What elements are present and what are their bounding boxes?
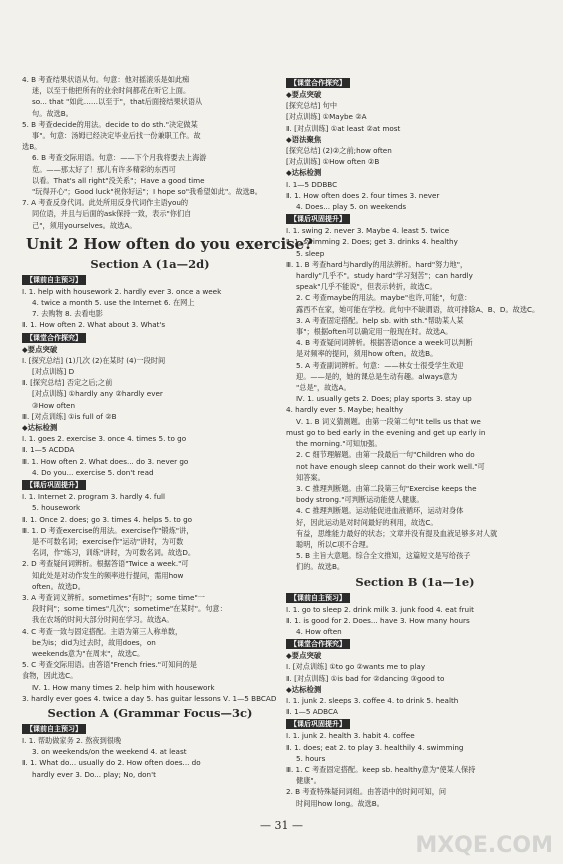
text-line: Ⅰ. [探究总结] (1)几次 (2)在某时 (4)一段时间 bbox=[22, 355, 166, 365]
text-line: 好，因此运动是对时间最好的利用，故选C。 bbox=[296, 517, 438, 527]
text-line: speak"几乎不能说"，但表示转折，故选C。 bbox=[296, 282, 437, 292]
text-line: Ⅱ. 1. What do... usually do 2. How often does... do bbox=[22, 758, 201, 768]
text-line: 3. A 考查词义辨析。sometimes"有时"；some time"一 bbox=[22, 592, 205, 602]
text-line: Ⅰ. [对点训练] ①to go ②wants me to play bbox=[286, 662, 426, 672]
text-line: 健康"。 bbox=[296, 776, 321, 786]
text-line: Ⅱ. 1. How often does 2. four times 3. never bbox=[286, 190, 440, 200]
text-line: 时间用how long。故选B。 bbox=[296, 798, 384, 808]
text-line: often。故选D。 bbox=[32, 581, 85, 591]
text-line: 5. hours bbox=[296, 753, 326, 763]
text-line: 5. A 考查副词辨析。句意：——林女士很受学生欢迎 bbox=[296, 360, 464, 370]
text-line: Ⅰ. 1. goes 2. exercise 3. once 4. times 5. to go bbox=[22, 434, 187, 444]
text-line: 以看。That's all right"没关系"；Have a good time bbox=[32, 175, 205, 185]
text-line: Ⅰ. 1. help with housework 2. hardly ever 3. once a week bbox=[22, 286, 222, 296]
text-line: Ⅰ. 1—5 DDBBC bbox=[286, 179, 338, 189]
text-line: 览。——那太好了！那儿有许多精彩的东西可 bbox=[32, 164, 176, 174]
text-line: 4. hardly ever 5. Maybe; healthy bbox=[286, 405, 404, 415]
right-column bbox=[286, 76, 544, 809]
text-line: be为is；did为过去时，故用does，on bbox=[32, 637, 156, 647]
text-line: Ⅰ. 1. 帮助做家务 2. 熬夜到很晚 bbox=[22, 735, 122, 745]
section-title: Section B (1a—1e) bbox=[355, 574, 475, 589]
text-line: 我在农场的时间大部分时间在学习。故选A。 bbox=[32, 615, 174, 625]
text-line: 4. B 考查结果状语从句。句意：他对摇滚乐是如此痴 bbox=[22, 75, 190, 84]
text-line: Ⅰ. 1. go to sleep 2. drink milk 3. junk food 4. eat fruit bbox=[286, 604, 474, 614]
text-line: Ⅱ. 1—5 ACDDA bbox=[22, 445, 75, 455]
text-line: [探究总结] (2)②之前;how often bbox=[286, 146, 392, 156]
text-line: 2. C 细节理解题。由第一段最后一句"Children who do bbox=[296, 450, 475, 460]
text-line: 有益，思维能力最好的状态；文章并没有提及血液足够多对人就 bbox=[296, 528, 498, 538]
text-line: 5. sleep bbox=[296, 248, 325, 258]
text-line: 聪明，所以C项不合理。 bbox=[296, 539, 373, 549]
section-title: Section A (1a—2d) bbox=[90, 256, 210, 271]
text-line: body strong."可判断运动能使人健康。 bbox=[296, 495, 424, 505]
text-line: 5. housework bbox=[32, 503, 81, 513]
text-line: 3. A 考查固定搭配。help sb. with sth."帮助某人某 bbox=[296, 315, 464, 325]
text-line: 迎。——是的，她的课总是生动有趣。always意为 bbox=[296, 371, 458, 381]
text-line: Ⅰ. 1. swing 2. never 3. Maybe 4. least 5. twice bbox=[286, 226, 450, 236]
text-line: 己"，须用yourselves。故选A。 bbox=[32, 220, 137, 230]
text-line: Ⅲ. 1. B 考查hard与hardly的用法辨析。hard"努力地"， bbox=[286, 259, 468, 269]
section-header: 【课前自主预习】 bbox=[22, 724, 86, 734]
text-line: Ⅰ. 1. Internet 2. program 3. hardly 4. full bbox=[22, 492, 166, 502]
section-header: 【课堂合作探究】 bbox=[286, 639, 350, 649]
text-line: 名词，作"练习，训练"讲时，为可数名词。故选D。 bbox=[32, 548, 196, 558]
text-line: 7. A 考查反身代词。此处所用反身代词作主语you的 bbox=[22, 198, 189, 208]
text-line: Ⅳ. 1. How many times 2. help him with housework bbox=[32, 682, 215, 692]
text-line: 事"。句意：汤姆已经决定毕业后找一份兼职工作。故 bbox=[32, 131, 201, 141]
text-line: Ⅱ. 1. Once 2. does; go 3. times 4. helps 5. to go bbox=[22, 514, 193, 524]
text-line: 2. D 考查疑问词辨析。根据答语"Twice a week."可 bbox=[22, 559, 189, 569]
text-line: Ⅰ. 1. junk 2. health 3. habit 4. coffee bbox=[286, 731, 415, 741]
text-line: 段时间"；some times"几次"；sometime"在某时"。句意： bbox=[32, 604, 227, 614]
text-line: 2. C 考查maybe的用法。maybe"也许,可能"，句意： bbox=[296, 293, 472, 303]
subsection-title: ◆要点突破 bbox=[286, 90, 322, 99]
text-line: Ⅱ. [对点训练] ①is bad for ②dancing ③good to bbox=[286, 673, 445, 683]
text-line: Ⅱ. 1. swimming 2. Does; get 3. drinks 4. healthy bbox=[286, 237, 458, 247]
text-line: 4. Does... play 5. on weekends bbox=[296, 202, 407, 212]
text-line: 4. C 推理判断题。运动能促进血液循环，运动对身体 bbox=[296, 506, 464, 516]
unit-title: Unit 2 How often do you exercise? bbox=[26, 234, 313, 253]
subsection-title: ◆达标检测 bbox=[286, 168, 322, 178]
text-line: 食物，因此选C。 bbox=[22, 671, 78, 681]
text-line: 露西不在家，她可能在学校。此句中不缺谓语，故可排除A、B、D。故选C。 bbox=[296, 304, 540, 314]
text-line: 6. B 考查交际用语。句意：——下个月我将要去上海游 bbox=[32, 153, 207, 163]
text-line: Ⅰ. 1. junk 2. sleeps 3. coffee 4. to drink 5. health bbox=[286, 695, 459, 705]
text-line: hardly"几乎不"。study hard"学习刻苦"；can hardly bbox=[296, 271, 473, 281]
text-line: 句。故选B。 bbox=[32, 108, 73, 118]
text-line: 4. How often bbox=[296, 626, 342, 636]
section-header: 【课堂合作探究】 bbox=[286, 78, 350, 88]
text-line: ③How often bbox=[32, 400, 76, 410]
text-line: Ⅲ. [对点训练] ①is full of ②B bbox=[22, 411, 117, 421]
text-line: 3. on weekends/on the weekend 4. at least bbox=[32, 747, 187, 757]
page-number: — 31 — bbox=[260, 819, 303, 832]
subsection-title: ◆达标检测 bbox=[22, 423, 58, 433]
subsection-title: ◆达标检测 bbox=[286, 684, 322, 694]
text-line: 知答案。 bbox=[296, 472, 325, 482]
text-line: Ⅱ. 1. How often 2. What about 3. What's bbox=[22, 320, 166, 330]
text-line: Ⅱ. 1—5 ADBCA bbox=[286, 707, 338, 717]
text-line: 4. twice a month 5. use the Internet 6. 在网上 bbox=[32, 298, 195, 308]
text-line: 是不可数名词；exercise作"运动"讲时，为可数 bbox=[32, 536, 184, 546]
section-header: 【课前自主预习】 bbox=[286, 593, 350, 603]
text-line: [探究总结] 句中 bbox=[286, 101, 338, 111]
text-line: 是对频率的提问，须用how often。故选B。 bbox=[296, 349, 438, 359]
text-line: 5. C 考查交际用语。由答语"French fries."可知问的是 bbox=[22, 660, 197, 670]
text-line: 知此处是对动作发生的频率进行提问，需用how bbox=[32, 570, 184, 580]
text-line: 同位语，并且与后面的ask保持一致，表示"你们自 bbox=[32, 209, 192, 219]
text-line: 3. C 推理判断题。由第二段第三句"Exercise keeps the bbox=[296, 483, 477, 493]
text-line: "玩得开心"；Good luck"祝你好运"；I hope so"我希望如此"。故选B。 bbox=[32, 187, 262, 197]
text-line: the morning."可知加强。 bbox=[296, 439, 382, 449]
text-line: 4. B 考查疑问词辨析。根据答语once a week可以判断 bbox=[296, 338, 473, 348]
text-line: Ⅱ. [对点训练] ①at least ②at most bbox=[286, 123, 401, 133]
text-line: 选B。 bbox=[22, 142, 42, 152]
subsection-title: ◆要点突破 bbox=[22, 344, 58, 354]
section-title: Section A (Grammar Focus—3c) bbox=[47, 705, 253, 720]
text-line: [对点训练] D bbox=[32, 367, 75, 377]
text-line: Ⅱ. 1. is good for 2. Does... have 3. How many hours bbox=[286, 615, 470, 625]
text-line: Ⅲ. 1. D 考查exercise的用法。exercise作"锻炼"讲， bbox=[22, 525, 194, 535]
section-header: 【课后巩固提升】 bbox=[22, 480, 86, 490]
text-line: 3. hardly ever goes 4. twice a day 5. has guitar lessons Ⅴ. 1—5 BBCAD bbox=[22, 693, 277, 703]
text-line: [对点训练] ①hardly any ②hardly ever bbox=[32, 389, 163, 399]
text-line: [对点训练] ①Maybe ②A bbox=[286, 112, 367, 122]
text-line: Ⅳ. 1. usually gets 2. Does; play sports 3. stay up bbox=[296, 394, 472, 404]
text-line: 迷，以至于他把所有的业余时间都花在听它上面。 bbox=[32, 86, 191, 96]
text-line: 事"；根据often可以确定用一般现在时。故选A。 bbox=[296, 327, 453, 337]
subsection-title: ◆语法聚焦 bbox=[286, 134, 322, 144]
text-line: 4. C 考查一致与固定搭配。主语为第三人称单数， bbox=[22, 626, 183, 636]
text-line: 2. B 考查特殊疑问词组。由答语中的时间可知，问 bbox=[286, 787, 447, 797]
text-line: so... that "如此……以至于"，that后面接结果状语从 bbox=[32, 97, 203, 107]
text-line: 5. B 主旨大意题。综合全文推知，这篇短文是写给孩子 bbox=[296, 551, 471, 561]
text-line: Ⅲ. 1. C 考查固定搭配。keep sb. healthy意为"使某人保持 bbox=[286, 764, 476, 774]
text-line: 5. B 考查decide的用法。decide to do sth."决定做某 bbox=[22, 119, 198, 129]
watermark-logo: MXQE.COM bbox=[415, 833, 553, 858]
text-line: Ⅲ. 1. How often 2. What does... do 3. never go bbox=[22, 456, 189, 466]
text-line: 4. Do you... exercise 5. don't read bbox=[32, 467, 154, 477]
text-line: "总是"，故选A。 bbox=[296, 383, 351, 393]
text-line: [对点训练] ①How often ②B bbox=[286, 157, 380, 167]
section-header: 【课后巩固提升】 bbox=[286, 214, 350, 224]
text-line: hardly ever 3. Do... play; No, don't bbox=[32, 769, 156, 779]
text-line: 7. 去购物 8. 去看电影 bbox=[32, 309, 103, 319]
section-header: 【课前自主预习】 bbox=[22, 275, 86, 285]
text-line: Ⅴ. 1. B 词义猜测题。由第一段第二句"It tells us that we bbox=[296, 416, 481, 426]
text-line: must go to bed early in the evening and get up early in bbox=[286, 427, 486, 437]
subsection-title: ◆要点突破 bbox=[286, 651, 322, 661]
text-line: not have enough sleep cannot do their work well."可 bbox=[296, 461, 485, 471]
section-header: 【课后巩固提升】 bbox=[286, 719, 350, 729]
text-line: weekends意为"在周末"，故选C。 bbox=[32, 648, 145, 658]
text-line: 们的。故选B。 bbox=[296, 562, 345, 572]
text-line: Ⅱ. 1. does; eat 2. to play 3. healthily 4. swimming bbox=[286, 742, 464, 752]
text-line: Ⅱ. [探究总结] 否定之后;之前 bbox=[22, 378, 113, 388]
section-header: 【课堂合作探究】 bbox=[22, 333, 86, 343]
